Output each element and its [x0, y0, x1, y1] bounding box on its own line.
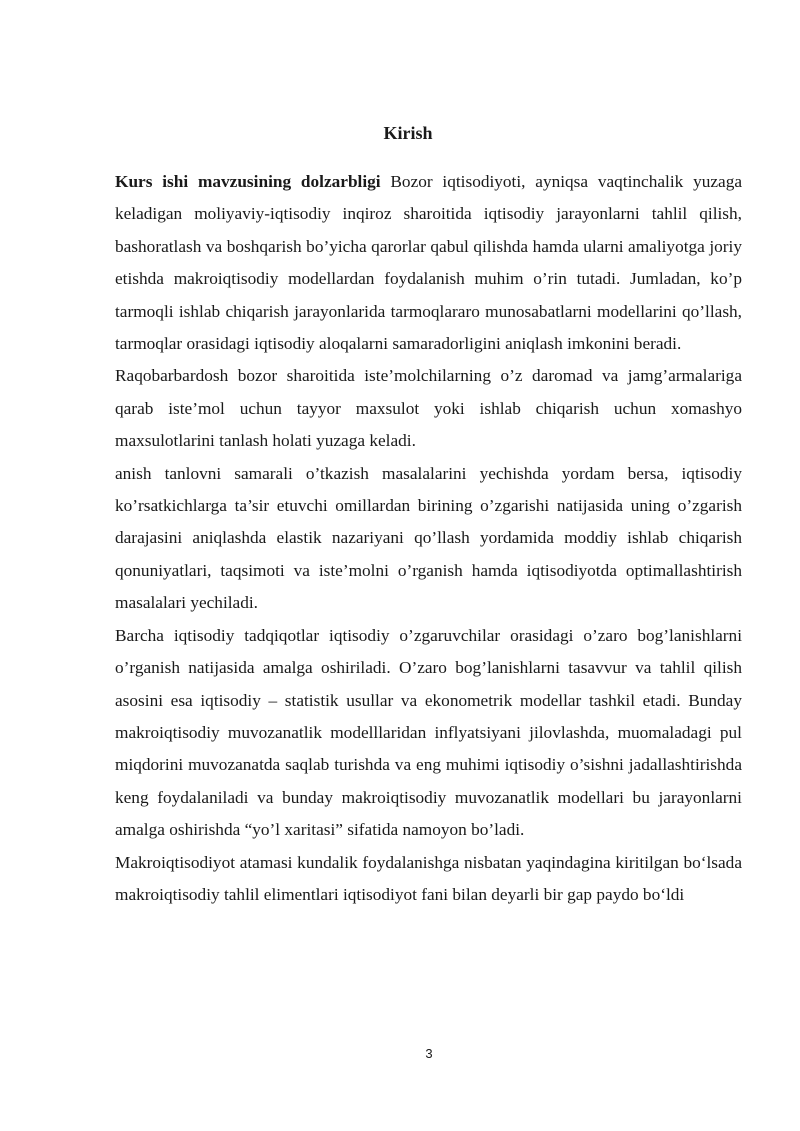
- paragraph-elasticity: anish tanlovni samarali o’tkazish masalalarini yechishda yordam bersa, iqtisodiy ko’rsatkichlarga ta’sir etuvchi omillardan birining o’zgarishi natijasida uning o’zgarish darajasini aniqlashda elastik nazariyani qo’llash yordamida moddiy ishlab chiqarish qonuniyatlari, taqsimoti va iste’molni o’rganish hamda iqtisodiyotda optimallashtirish masalalari yechiladi.: [115, 463, 742, 613]
- section-title: Kirish: [383, 123, 433, 143]
- body-text: [115, 166, 742, 911]
- paragraph-text: Bozor iqtisodiyoti, ayniqsa vaqtinchalik yuzaga keladigan moliyaviy-iqtisodiy inqiroz sharoitida iqtisodiy jarayonlarni tahlil qilish, bashoratlash va boshqarish bo’yicha qarorlar qabul qilishda hamda ularni amaliyotga joriy etishda makroiqtisodiy modellardan foydalanish muhim o’rin tutadi. Jumladan, ko’p tarmoqli ishlab chiqarish jarayonlarida tarmoqlararo munosabatlarni modellarini qo’llash, tarmoqlar orasidagi iqtisodiy aloqalarni samaradorligini aniqlash imkonini beradi.: [115, 172, 743, 354]
- paragraph-research: Barcha iqtisodiy tadqiqotlar iqtisodiy o’zgaruvchilar orasidagi o’zaro bog’lanishlarni o’rganish natijasida amalga oshiriladi. O’zaro bog’lanishlarni tasavvur va tahlil qilish asosini esa iqtisodiy – statistik usullar va ekonometrik modellar tashkil etadi. Bunday makroiqtisodiy muvozanatlik modelllaridan inflyatsiyani jilovlashda, muomaladagi pul miqdorini muvozanatda saqlab turishda va eng muhimi iqtisodiy o’sishni jadallashtirishda keng foydalaniladi va bunday makroiqtisodiy muvozanatlik modellari bu jarayonlarni amalga oshirishda “yo’l xaritasi” sifatida namoyon bo’ladi.: [115, 625, 742, 840]
- page-number: 3: [425, 1046, 433, 1061]
- paragraph-competition: Raqobarbardosh bozor sharoitida iste’molchilarning o’z daromad va jamg’armalariga qarab iste’mol uchun tayyor maxsulot yoki ishlab chiqarish uchun xomashyo maxsulotlarini tanlash holati yuzaga keladi.: [115, 366, 742, 451]
- paragraph-relevance: [115, 166, 742, 360]
- paragraph-macroeconomics: Makroiqtisodiyot atamasi kundalik foydalanishga nisbatan yaqindagina kiritilgan bo‘lsada makroiqtisodiy tahlil elimentlari iqtisodiyot fani bilan deyarli bir gap paydo bo‘ldi: [115, 852, 742, 904]
- relevance-heading: Kurs ishi mavzusining dolzarbligi: [115, 172, 381, 191]
